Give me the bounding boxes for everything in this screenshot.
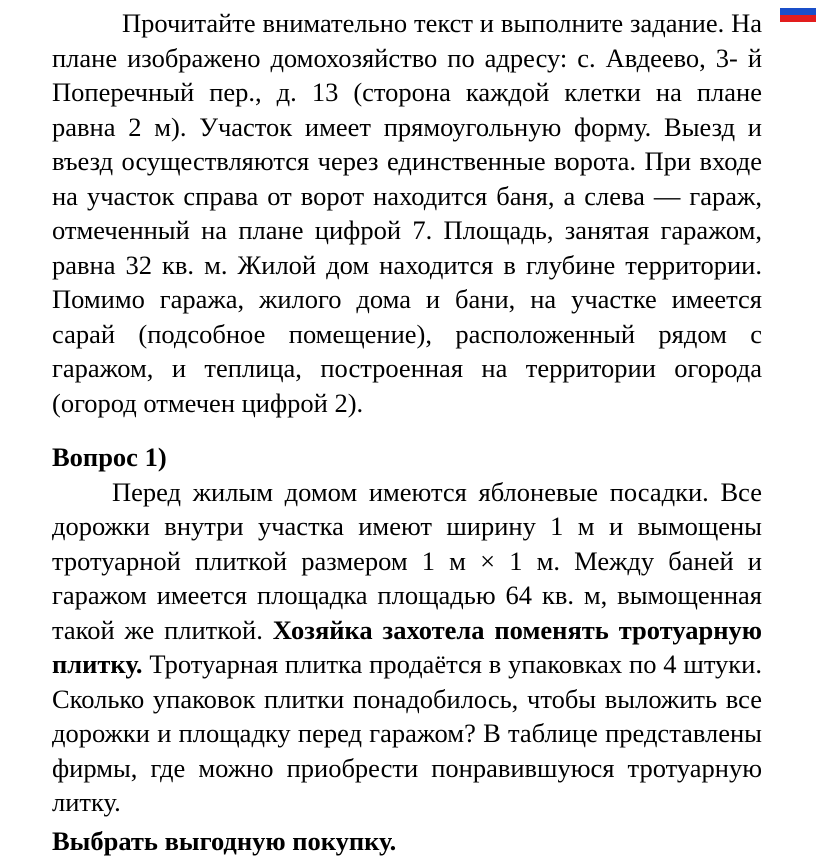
question-text-part1: Перед жилым домом имеются яблоневые посадки. Все дорожки внутри участка имеют ширину 1 м и вымощены тротуарной плиткой размером 1 м × 1 м. Между баней и гаражом имеется площадка площадью 64 кв. м, вымощенная такой же плиткой.	[52, 477, 762, 645]
intro-paragraph: Прочитайте внимательно текст и выполните задание. На плане изображено домохозяйство по адресу: с. Авдеево, 3- й Поперечный пер., д. 13 (сторона каждой клетки на плане равна 2 м). Участок имеет прямоугольную форму. Выезд и въезд осуществляются через единственные ворота. При входе на участок справа от ворот находится баня, а слева — гараж, отмеченный на плане цифрой 7. Площадь, занятая гаражом, равна 32 кв. м. Жилой дом находится в глубине территории. Помимо гаража, жилого дома и бани, на участке имеется сарай (подсобное помещение), расположенный рядом с гаражом, и теплица, построенная на территории огорода (огород отмечен цифрой 2).	[52, 6, 762, 420]
question-bold-sentence: Хозяйка захотела поменять тротуарную плитку.	[52, 615, 762, 680]
flag-decoration	[780, 0, 816, 22]
flag-white-stripe	[780, 0, 816, 8]
question-text-part2: Тротуарная плитка продаётся в упаковках по 4 штуки. Сколько упаковок плитки понадобилось, чтобы выложить все дорожки и площадку перед гаражом? В таблице представлены фирмы, где можно приобрести понравившуюся тротуарную литку.	[52, 649, 762, 817]
task-document	[52, 6, 762, 858]
final-instruction: Выбрать выгодную покупку.	[52, 824, 762, 858]
question-heading: Вопрос 1)	[52, 440, 762, 475]
flag-red-stripe	[780, 15, 816, 22]
flag-blue-stripe	[780, 8, 816, 15]
question-paragraph	[52, 475, 762, 820]
